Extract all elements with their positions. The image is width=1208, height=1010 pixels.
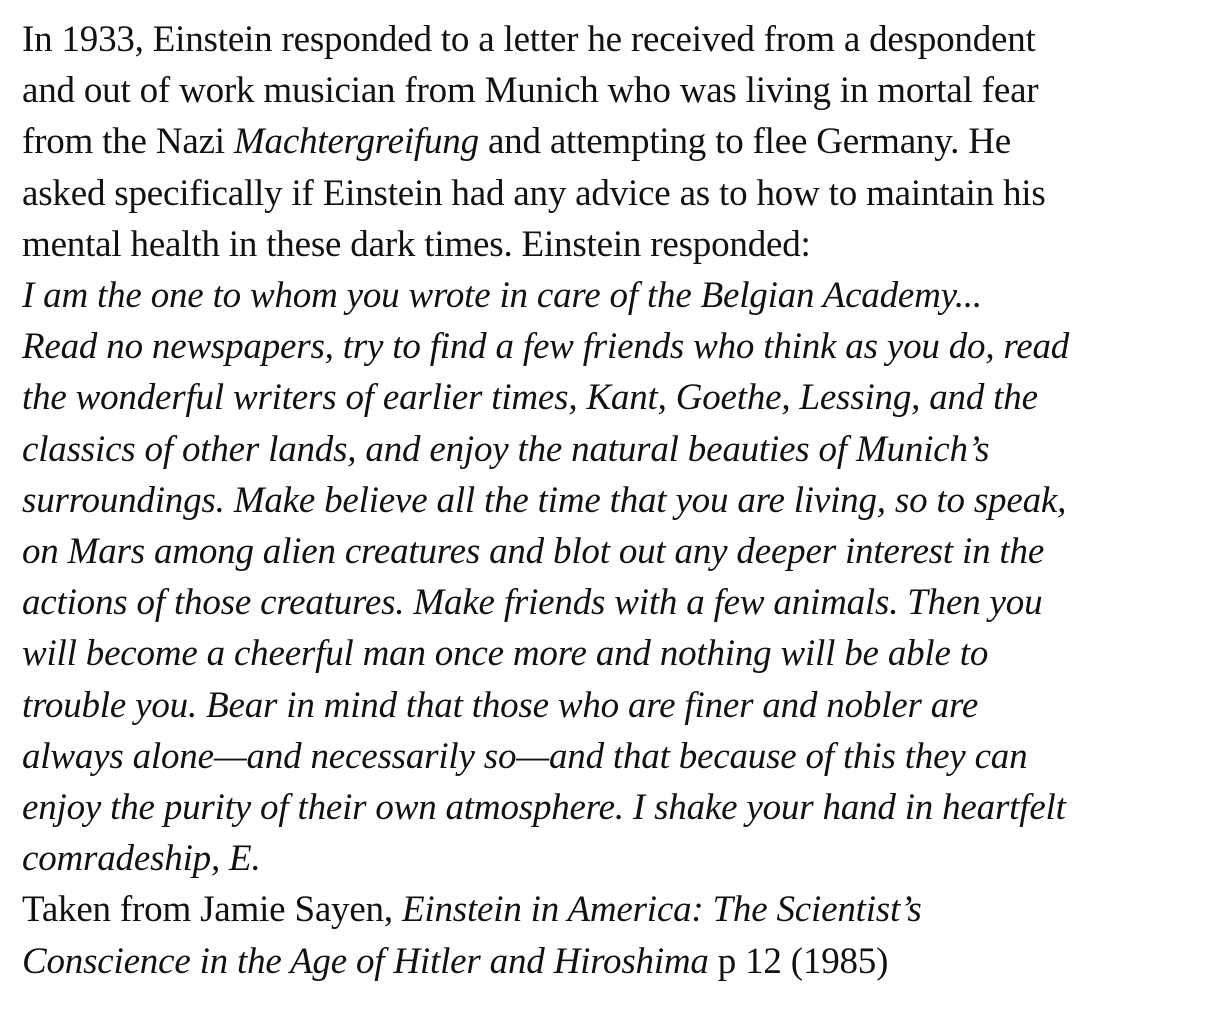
quote-line-2: Read no newspapers, try to find a few friends who think as you do, read (22, 326, 1070, 368)
quote-line-9: trouble you. Bear in mind that those who are finer and nobler are (22, 684, 979, 726)
citation-prefix: Taken from Jamie Sayen, (22, 889, 402, 931)
book-title-part-2: Conscience in the Age of Hitler and Hiroshima (22, 940, 709, 982)
quote-line-4: classics of other lands, and enjoy the natural beauties of Munich’s (22, 428, 990, 470)
quote-line-3: the wonderful writers of earlier times, Kant, Goethe, Lessing, and the (22, 377, 1038, 419)
intro-line-4: asked specifically if Einstein had any advice as to how to maintain his (22, 172, 1046, 214)
citation-suffix: p 12 (1985) (708, 940, 889, 982)
quote-line-5: surroundings. Make believe all the time that you are living, so to speak, (22, 479, 1067, 521)
intro-line-5: mental health in these dark times. Einstein responded: (22, 223, 811, 265)
intro-line-3-end: and attempting to flee Germany. He (478, 121, 1011, 163)
intro-line-1: In 1933, Einstein responded to a letter he received from a despondent (22, 19, 1036, 60)
citation-line-2 (22, 936, 1188, 987)
book-title-part-1: Einstein in America: The Scientist’s (401, 889, 922, 931)
quote-line-12: comradeship, E. (22, 838, 261, 880)
intro-line-3 (22, 116, 1188, 167)
quote-line-8: will become a cheerful man once more and nothing will be able to (22, 633, 989, 675)
einstein-quote (22, 270, 1188, 884)
citation (22, 884, 1188, 986)
quote-line-10: always alone—and necessarily so—and that because of this they can (22, 735, 1028, 777)
intro-paragraph (22, 14, 1188, 270)
intro-line-3-start: from the Nazi (22, 121, 234, 163)
quote-line-1: I am the one to whom you wrote in care of the Belgian Academy... (22, 275, 982, 317)
quote-line-6: on Mars among alien creatures and blot out any deeper interest in the (22, 531, 1045, 573)
quote-line-11: enjoy the purity of their own atmosphere. I shake your hand in heartfelt (22, 787, 1066, 829)
citation-line-1 (22, 884, 1188, 935)
quote-line-7: actions of those creatures. Make friends with a few animals. Then you (22, 582, 1043, 624)
intro-line-2: and out of work musician from Munich who was living in mortal fear (22, 70, 1039, 112)
machtergreifung-term: Machtergreifung (233, 121, 479, 163)
